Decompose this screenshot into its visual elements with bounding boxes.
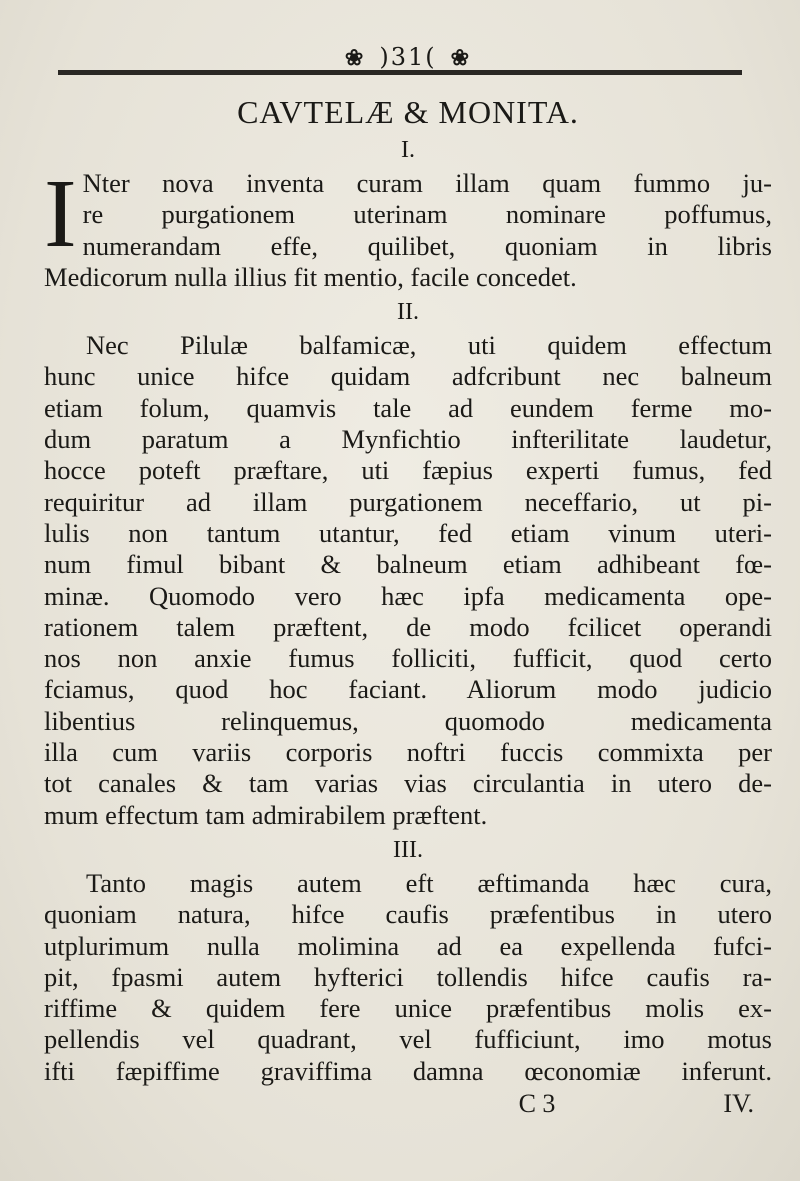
text-line: numerandam effe, quilibet, quoniam in libris: [82, 230, 772, 261]
text-line: dum paratum a Mynfichtio infterilitate laudetur,: [44, 424, 772, 455]
text-line: riffime & quidem fere unice præfentibus molis ex-: [44, 993, 772, 1024]
text-line: hocce poteft præftare, uti fæpius experti fumus, fed: [44, 455, 772, 486]
section-number: I.: [401, 137, 415, 163]
paragraph-3: [44, 868, 772, 1087]
text-line: quoniam natura, hifce caufis præfentibus in utero: [44, 899, 772, 930]
text-line: tot canales & tam varias vias circulantia in utero de-: [44, 768, 772, 799]
text-line: etiam folum, quamvis tale ad eundem ferme mo-: [44, 392, 772, 423]
running-header: [44, 40, 772, 80]
signature-mark: C 3: [518, 1089, 556, 1119]
text-line: mum effectum tam admirabilem præftent.: [44, 799, 488, 830]
text-line: illa cum variis corporis noftri fuccis commixta per: [44, 737, 772, 768]
paragraph-2: [44, 330, 772, 831]
text-line: Nec Pilulæ balfamicæ, uti quidem effectum: [86, 330, 772, 361]
text-line: re purgationem uterinam nominare poffumus,: [82, 199, 772, 230]
catchword: IV.: [723, 1089, 754, 1119]
text-line: hunc unice hifce quidam adfcribunt nec balneum: [44, 361, 772, 392]
text-line: Nter nova inventa curam illam quam fummo ju-: [82, 168, 772, 198]
text-line: Medicorum nulla illius fit mentio, facile concedet.: [44, 261, 577, 292]
text-line: lulis non tantum utantur, fed etiam vinum uteri-: [44, 517, 772, 548]
text-line: rationem talem præftent, de modo fcilicet operandi: [44, 611, 772, 642]
text-line: libentius relinquemus, quomodo medicamenta: [44, 705, 772, 736]
flower-ornament-icon: ❀: [344, 45, 366, 71]
text-line: ifti fæpiffime graviffima damna œconomiæ inferunt.: [44, 1055, 772, 1086]
flower-ornament-icon: ❀: [450, 45, 472, 71]
section-number: II.: [397, 299, 419, 326]
text-line: Tanto magis autem eft æftimanda hæc cura,: [86, 867, 772, 898]
page-footer: [44, 1089, 772, 1119]
text-line: pit, fpasmi autem hyfterici tollendis hifce caufis ra-: [44, 961, 772, 992]
header-text: [44, 42, 772, 72]
text-line: minæ. Quomodo vero hæc ipfa medicamenta ope-: [44, 580, 772, 611]
text-line: utplurimum nulla molimina ad ea expellenda fufci-: [44, 930, 772, 961]
page-title: CAVTELÆ & MONITA.: [237, 94, 579, 130]
text-line: fciamus, quod hoc faciant. Aliorum modo judicio: [44, 674, 772, 705]
text-line: requiritur ad illam purgationem neceffario, ut pi-: [44, 486, 772, 517]
text-line: nos non anxie fumus folliciti, fufficit, quod certo: [44, 643, 772, 674]
paragraph-1: [44, 160, 772, 293]
drop-cap: I: [44, 160, 77, 268]
page-number: )31(: [379, 43, 437, 71]
text-line: pellendis vel quadrant, vel fufficiunt, imo motus: [44, 1024, 772, 1055]
text-line: num fimul bibant & balneum etiam adhibeant fœ-: [44, 549, 772, 580]
section-number: III.: [393, 836, 423, 863]
